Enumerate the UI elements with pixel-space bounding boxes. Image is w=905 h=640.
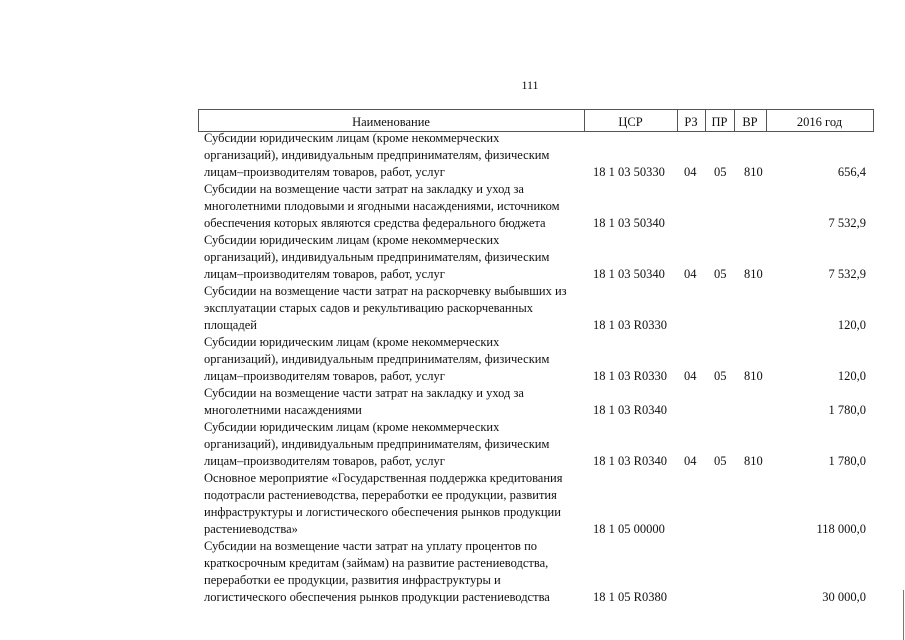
header-rz: РЗ xyxy=(684,115,698,129)
row-csr: 18 1 03 R0330 xyxy=(593,369,667,383)
table-row xyxy=(198,283,874,334)
row-name: Субсидии юридическим лицам (кроме некоммерческих организаций), индивидуальным предпринимателям, физическим лицам–производителям товаров, работ, услуг xyxy=(204,233,550,281)
row-sum: 30 000,0 xyxy=(822,590,866,604)
row-name: Субсидии на возмещение части затрат на уплату процентов по краткосрочным кредитам (займам) на развитие растениеводства, переработки ее продукции, развития инфраструктуры и логистического обеспечения рынков продукции растениеводства xyxy=(204,539,550,604)
row-rz: 04 xyxy=(684,267,697,281)
table-row xyxy=(198,470,874,538)
row-csr: 18 1 03 R0340 xyxy=(593,454,667,468)
row-csr: 18 1 05 R0380 xyxy=(593,590,667,604)
row-csr: 18 1 03 50330 xyxy=(593,165,665,179)
row-csr: 18 1 03 R0330 xyxy=(593,318,667,332)
table-row xyxy=(198,419,874,470)
row-csr: 18 1 03 R0340 xyxy=(593,403,667,417)
table-body xyxy=(198,130,874,606)
header-divider xyxy=(873,110,874,131)
table-row xyxy=(198,232,874,283)
row-sum: 7 532,9 xyxy=(828,267,866,281)
header-vr: ВР xyxy=(742,115,758,129)
row-rz: 04 xyxy=(684,165,697,179)
row-name: Субсидии на возмещение части затрат на раскорчевку выбывших из эксплуатации старых садов и рекультивацию раскорчеванных площадей xyxy=(204,284,567,332)
table-row xyxy=(198,385,874,419)
row-pr: 05 xyxy=(714,454,727,468)
row-name: Субсидии юридическим лицам (кроме некоммерческих организаций), индивидуальным предпринимателям, физическим лицам–производителям товаров, работ, услуг xyxy=(204,420,550,468)
row-sum: 1 780,0 xyxy=(828,454,866,468)
header-year: 2016 год xyxy=(796,115,843,129)
row-sum: 656,4 xyxy=(837,165,866,179)
row-name: Субсидии юридическим лицам (кроме некоммерческих организаций), индивидуальным предпринимателям, физическим лицам–производителям товаров, работ, услуг xyxy=(204,335,550,383)
row-sum: 118 000,0 xyxy=(816,522,866,536)
row-csr: 18 1 03 50340 xyxy=(593,216,665,230)
row-name: Субсидии на возмещение части затрат на закладку и уход за многолетними насаждениями xyxy=(204,386,524,417)
header-name: Наименование xyxy=(352,115,430,129)
row-vr: 810 xyxy=(744,267,763,281)
row-sum: 1 780,0 xyxy=(828,403,866,417)
row-rz: 04 xyxy=(684,454,697,468)
row-name: Субсидии юридическим лицам (кроме некоммерческих организаций), индивидуальным предпринимателям, физическим лицам–производителям товаров, работ, услуг xyxy=(204,131,550,179)
row-name: Основное мероприятие «Государственная поддержка кредитования подотрасли растениеводства, переработки ее продукции, развития инфраструктуры и логистического обеспечения рынков продукции растениеводства» xyxy=(204,471,563,536)
row-vr: 810 xyxy=(744,369,763,383)
row-pr: 05 xyxy=(714,267,727,281)
row-sum: 120,0 xyxy=(837,369,866,383)
row-sum: 7 532,9 xyxy=(828,216,866,230)
table-row xyxy=(198,130,874,181)
table-row xyxy=(198,538,874,606)
header-csr: ЦСР xyxy=(618,115,643,129)
row-vr: 810 xyxy=(744,454,763,468)
page-number: 111 xyxy=(521,78,539,92)
row-csr: 18 1 03 50340 xyxy=(593,267,665,281)
page-edge xyxy=(903,590,904,640)
row-name: Субсидии на возмещение части затрат на закладку и уход за многолетними плодовыми и ягодными насаждениями, источником обеспечения которых являются средства федерального бюджета xyxy=(204,182,560,230)
row-vr: 810 xyxy=(744,165,763,179)
table-header xyxy=(198,109,874,132)
table-row xyxy=(198,181,874,232)
row-pr: 05 xyxy=(714,165,727,179)
row-pr: 05 xyxy=(714,369,727,383)
table-row xyxy=(198,334,874,385)
row-sum: 120,0 xyxy=(837,318,866,332)
row-rz: 04 xyxy=(684,369,697,383)
row-csr: 18 1 05 00000 xyxy=(593,522,665,536)
header-pr: ПР xyxy=(711,115,728,129)
